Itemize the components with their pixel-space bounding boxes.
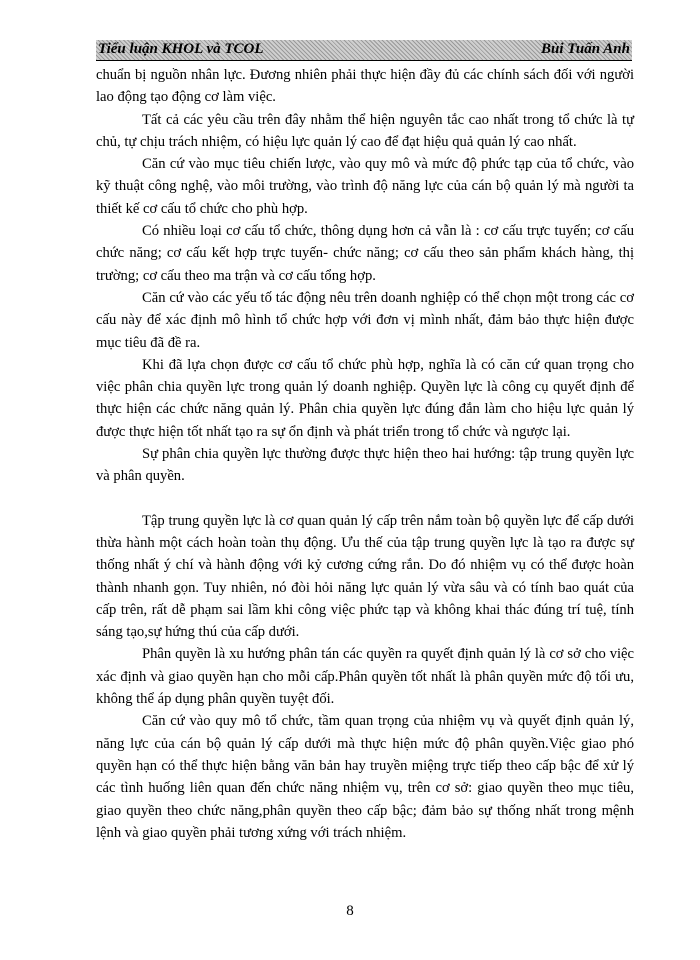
paragraph: Có nhiều loại cơ cấu tổ chức, thông dụng hơn cả vẫn là : cơ cấu trực tuyến; cơ cấu chức năng; cơ cấu kết hợp trực tuyến- chức năng; cơ cấu theo sản phẩm khách hàng, thị trường; cơ cấu theo ma trận và cơ cấu tổng hợp. (96, 223, 634, 284)
paragraph: chuẩn bị nguồn nhân lực. Đương nhiên phải thực hiện đầy đủ các chính sách đối với người lao động tạo động cơ làm việc. (96, 67, 634, 106)
paragraph-gap (96, 488, 634, 510)
paragraph: Căn cứ vào các yếu tố tác động nêu trên doanh nghiệp có thể chọn một trong các cơ cấu này để xác định mô hình tổ chức hợp với đơn vị mình nhất, đảm bảo thực hiện được mục tiêu đã đề ra. (96, 289, 634, 351)
running-header (96, 40, 632, 61)
header-author: Bùi Tuấn Anh (541, 41, 630, 57)
paragraph: Phân quyền là xu hướng phân tán các quyền ra quyết định quản lý là cơ sở cho việc xác định và giao quyền hạn cho mỗi cấp.Phân quyền tốt nhất là phân quyền mức độ tối ưu, không thể áp dụng phân quyền tuyệt đối. (96, 646, 634, 708)
document-body (96, 64, 634, 844)
header-title: Tiểu luận KHOL và TCOL (98, 41, 264, 57)
paragraph: Sự phân chia quyền lực thường được thực hiện theo hai hướng: tập trung quyền lực và phân quyền. (96, 446, 634, 485)
paragraph: Tất cả các yêu cầu trên đây nhằm thể hiện nguyên tắc cao nhất trong tổ chức là tự chủ, tự chịu trách nhiệm, có hiệu lực quản lý cao để đạt hiệu quả quản lý cao nhất. (96, 111, 634, 150)
paragraph: Căn cứ vào quy mô tổ chức, tầm quan trọng của nhiệm vụ và quyết định quản lý, năng lực của cán bộ quản lý cấp dưới mà thực hiện mức độ phân quyền.Việc giao phó quyền hạn có thể thực hiện bằng văn bản hay truyền miệng trực tiếp theo cấp bậc để xử lý các tình huống liên quan đến chức năng nhiệm vụ, trên cơ sở: giao quyền theo mục tiêu, giao quyền theo chức năng,phân quyền theo cấp bậc; đảm bảo sự thống nhất trong mệnh lệnh và giao quyền phải tương xứng với trách nhiệm. (96, 713, 634, 841)
paragraph: Căn cứ vào mục tiêu chiến lược, vào quy mô và mức độ phức tạp của tổ chức, vào kỹ thuật công nghệ, vào môi trường, vào trình độ năng lực của cán bộ quản lý mà người ta thiết kế cơ cấu tổ chức cho phù hợp. (96, 156, 634, 217)
page-number: 8 (346, 903, 354, 919)
paragraph: Tập trung quyền lực là cơ quan quản lý cấp trên nắm toàn bộ quyền lực để cấp dưới thừa hành một cách hoàn toàn thụ động. Ưu thế của tập trung quyền lực là tạo ra được sự thống nhất ý chí và hành động với kỷ cương cứng rắn. Do đó nhiệm vụ có thể được hoàn thành nhanh gọn. Tuy nhiên, nó đòi hỏi năng lực quản lý vừa sâu và có tính bao quát của cấp trên, rất dễ phạm sai lầm khi công việc phức tạp và không khai thác đúng trí tuệ, tính sáng tạo,sự hứng thú của cấp dưới. (96, 512, 634, 641)
paragraph: Khi đã lựa chọn được cơ cấu tổ chức phù hợp, nghĩa là có căn cứ quan trọng cho việc phân chia quyền lực trong quản lý doanh nghiệp. Quyền lực là công cụ quyết định để thực hiện các chức năng quản lý. Phân chia quyền lực đúng đắn làm cho hiệu lực quản lý được thực hiện tốt nhất tạo ra sự ổn định và phát triển trong tổ chức và ngược lại. (96, 356, 634, 440)
